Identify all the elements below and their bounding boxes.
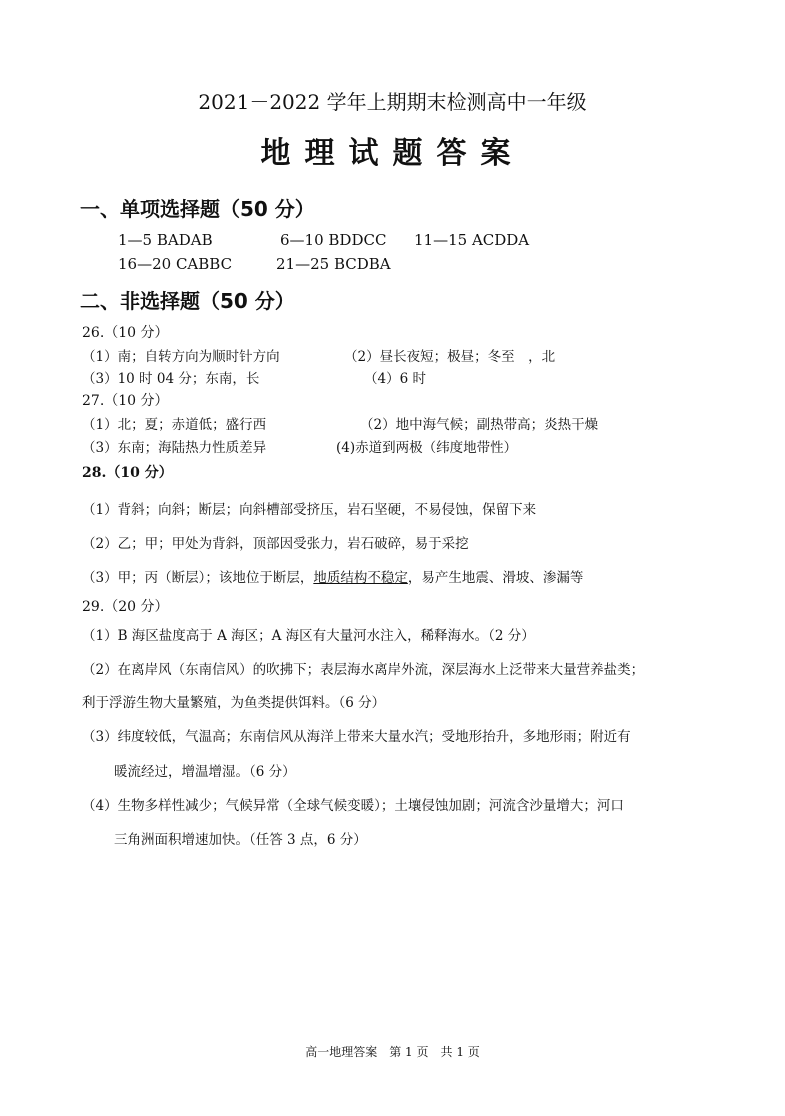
page-title: 地理试题答案 (260, 136, 525, 171)
q26-answer-2: （2）昼长夜短；极昼；冬至 ，北 (344, 349, 556, 365)
q29-answer-2: （2）在离岸风（东南信风）的吹拂下；表层海水离岸外流，深层海水上泛带来大量营养盐类； (82, 662, 645, 678)
q28-answer-3-tail: ，易产生地震、滑坡、渗漏等 (407, 570, 584, 586)
q28-answer-3 (82, 566, 583, 586)
q27-answer-4: (4)赤道到两极（纬度地带性） (336, 440, 518, 456)
q28-underlined-phrase: 地质结构不稳定 (313, 570, 408, 586)
q29-answer-3: （3）纬度较低，气温高；东南信风从海洋上带来大量水汽；受地形抬升，多地形雨；附近有 (82, 729, 631, 745)
q28-answer-1: （1）背斜；向斜；断层；向斜槽部受挤压，岩石坚硬，不易侵蚀，保留下来 (82, 502, 537, 518)
mc-answer-group: 16—20 CABBC (118, 255, 233, 273)
q28-answer-2: （2）乙；甲；甲处为背斜，顶部因受张力，岩石破碎，易于采挖 (82, 536, 469, 552)
q28-answer-3-lead: （3）甲；丙（断层）；该地位于断层， (82, 570, 314, 586)
q29-answer-2-cont: 利于浮游生物大量繁殖，为鱼类提供饵料。（6 分） (82, 695, 386, 711)
q26-answer-1: （1）南；自转方向为顺时针方向 (82, 349, 280, 365)
mc-answer-group: 6—10 BDDCC (280, 231, 387, 249)
exam-header: 2021－2022 学年上期期末检测高中一年级 (198, 90, 587, 114)
q27-answer-1: （1）北；夏；赤道低；盛行西 (82, 417, 267, 433)
q26-answer-3: （3）10 时 04 分；东南，长 (82, 371, 260, 387)
mc-answer-group: 21—25 BCDBA (276, 255, 391, 273)
q26-answer-4: （4）6 时 (364, 371, 426, 387)
page-footer: 高一地理答案 第 1 页 共 1 页 (305, 1045, 480, 1059)
q29-answer-3-cont: 暖流经过，增温增湿。（6 分） (114, 764, 296, 780)
mc-answer-group: 1—5 BADAB (118, 231, 213, 249)
q29-answer-4-cont: 三角洲面积增速加快。（任答 3 点，6 分） (114, 832, 367, 848)
question-28-header: 28.（10 分） (82, 465, 173, 481)
q29-answer-4: （4）生物多样性减少；气候异常（全球气候变暖）；土壤侵蚀加剧；河流含沙量增大；河口 (82, 798, 624, 814)
question-27-header: 27.（10 分） (82, 393, 169, 409)
question-26-header: 26.（10 分） (82, 325, 169, 341)
section-title-non-choice: 二、非选择题（50 分） (80, 289, 295, 313)
q27-answer-3: （3）东南；海陆热力性质差异 (82, 440, 267, 456)
section-title-multiple-choice: 一、单项选择题（50 分） (80, 197, 315, 221)
q29-answer-1: （1）B 海区盐度高于 A 海区；A 海区有大量河水注入，稀释海水。（2 分） (82, 628, 535, 644)
q27-answer-2: （2）地中海气候；副热带高；炎热干燥 (360, 417, 599, 433)
mc-answer-group: 11—15 ACDDA (414, 231, 530, 249)
question-29-header: 29.（20 分） (82, 599, 169, 615)
